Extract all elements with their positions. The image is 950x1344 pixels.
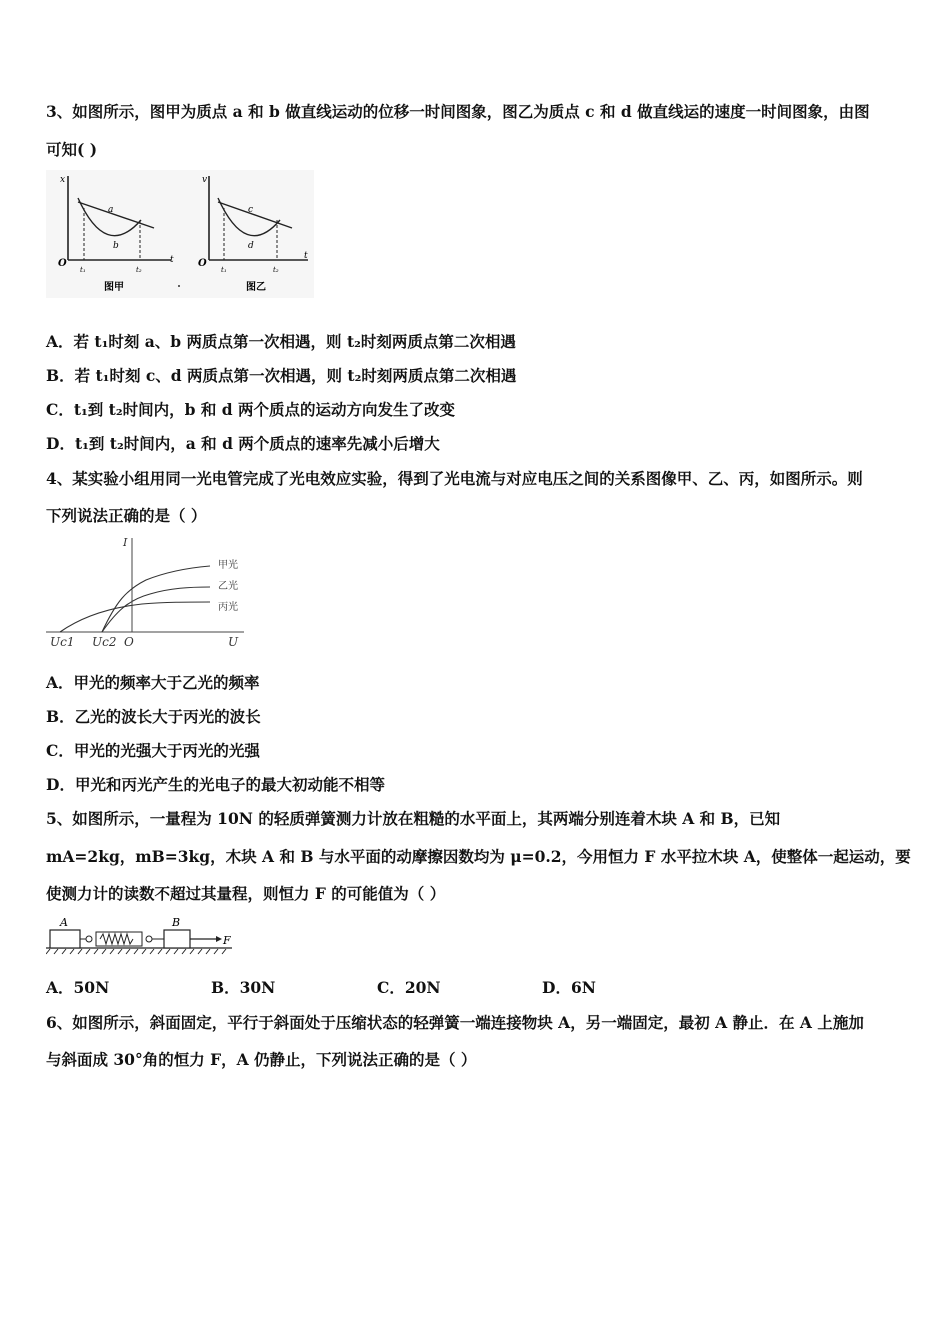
q3-yi-origin: O <box>198 258 207 269</box>
q5-force-label: F <box>223 934 231 947</box>
q5-ring-right <box>146 936 152 942</box>
q5-figure <box>46 914 236 956</box>
q5-option-c: C．20N <box>377 978 441 997</box>
q3-jia-t2: t₂ <box>136 266 142 274</box>
q3-yi-x-label: t <box>304 251 308 261</box>
q4-series-bing: 丙光 <box>218 602 238 613</box>
q4-uc2-label: Uc2 <box>92 635 117 649</box>
q4-stem-line2: 下列说法正确的是（ ） <box>46 506 207 525</box>
q3-option-d: D．t₁到 t₂时间内，a 和 d 两个质点的速率先减小后增大 <box>46 434 440 453</box>
q3-jia-origin: O <box>58 258 67 269</box>
q4-curve-bing <box>60 602 210 632</box>
q5-ground-hatch <box>46 949 226 954</box>
q4-stem-line1: 4、某实验小组用同一光电管完成了光电效应实验，得到了光电流与对应电压之间的关系图像甲、乙、丙，如图所示。则 <box>46 469 863 488</box>
q5-block-b <box>164 930 190 948</box>
q5-stem-line2: mA=2kg，mB=3kg，木块 A 和 B 与水平面的动摩擦因数均为 μ=0.2，今用恒力 F 水平拉木块 A，使整体一起运动，要 <box>46 847 911 866</box>
q5-stem-line3: 使测力计的读数不超过其量程，则恒力 F 的可能值为（ ） <box>46 884 446 903</box>
q4-series-yi: 乙光 <box>218 581 238 592</box>
q6-stem-line1: 6、如图所示，斜面固定，平行于斜面处于压缩状态的轻弹簧一端连接物块 A，另一端固定，最初 A 静止．在 A 上施加 <box>46 1013 864 1032</box>
q4-origin: O <box>124 635 134 649</box>
q3-yi-y-label: v <box>202 175 208 185</box>
q4-curve-jia <box>102 566 210 632</box>
q3-stem-line2: 可知( ) <box>46 140 98 159</box>
q4-y-label: I <box>123 536 128 549</box>
q4-x-label: U <box>228 635 239 649</box>
q3-jia-y-label: x <box>60 175 66 185</box>
q4-figure <box>46 532 246 650</box>
q5-force-arrowhead <box>216 936 222 942</box>
q3-yi-caption: 图乙 <box>246 282 266 293</box>
q3-figure-background <box>46 170 314 298</box>
q6-stem-line2: 与斜面成 30°角的恒力 F，A 仍静止，下列说法正确的是（ ） <box>46 1050 477 1069</box>
q4-series-jia: 甲光 <box>218 560 238 571</box>
q5-option-a: A．50N <box>46 978 110 997</box>
q3-figure-dot <box>178 285 180 287</box>
q3-jia-x-label: t <box>170 255 174 265</box>
q3-jia-caption: 图甲 <box>104 282 124 293</box>
q4-option-a: A．甲光的频率大于乙光的频率 <box>46 673 260 692</box>
q3-option-c: C．t₁到 t₂时间内，b 和 d 两个质点的运动方向发生了改变 <box>46 400 455 419</box>
q5-block-a-label: A <box>60 916 68 929</box>
q5-option-b: B．30N <box>211 978 276 997</box>
q4-uc1-label: Uc1 <box>50 635 75 649</box>
q4-option-b: B．乙光的波长大于丙光的波长 <box>46 707 261 726</box>
q3-stem-line1: 3、如图所示，图甲为质点 a 和 b 做直线运动的位移一时间图象，图乙为质点 c 和 d 做直线运的速度一时间图象，由图 <box>46 102 870 121</box>
q3-jia-label-b: b <box>113 241 119 251</box>
q5-ring-left <box>86 936 92 942</box>
q3-jia-label-a: a <box>108 205 114 215</box>
q3-jia-t1: t₁ <box>80 266 86 274</box>
q5-block-b-label: B <box>172 916 181 929</box>
q3-yi-t2: t₂ <box>273 266 279 274</box>
q4-option-d: D．甲光和丙光产生的光电子的最大初动能不相等 <box>46 775 385 794</box>
q3-yi-label-c: c <box>248 205 254 215</box>
q3-figure <box>46 170 314 298</box>
q3-yi-t1: t₁ <box>221 266 227 274</box>
q3-option-a: A．若 t₁时刻 a、b 两质点第一次相遇，则 t₂时刻两质点第二次相遇 <box>46 332 516 351</box>
q5-option-d: D．6N <box>542 978 596 997</box>
q4-option-c: C．甲光的光强大于丙光的光强 <box>46 741 260 760</box>
q5-stem-line1: 5、如图所示，一量程为 10N 的轻质弹簧测力计放在粗糙的水平面上，其两端分别连着木块 A 和 B，已知 <box>46 809 781 828</box>
q5-block-a <box>50 930 80 948</box>
q3-option-b: B．若 t₁时刻 c、d 两质点第一次相遇，则 t₂时刻两质点第二次相遇 <box>46 366 517 385</box>
q3-yi-label-d: d <box>248 241 254 251</box>
q4-curve-yi <box>102 587 210 632</box>
